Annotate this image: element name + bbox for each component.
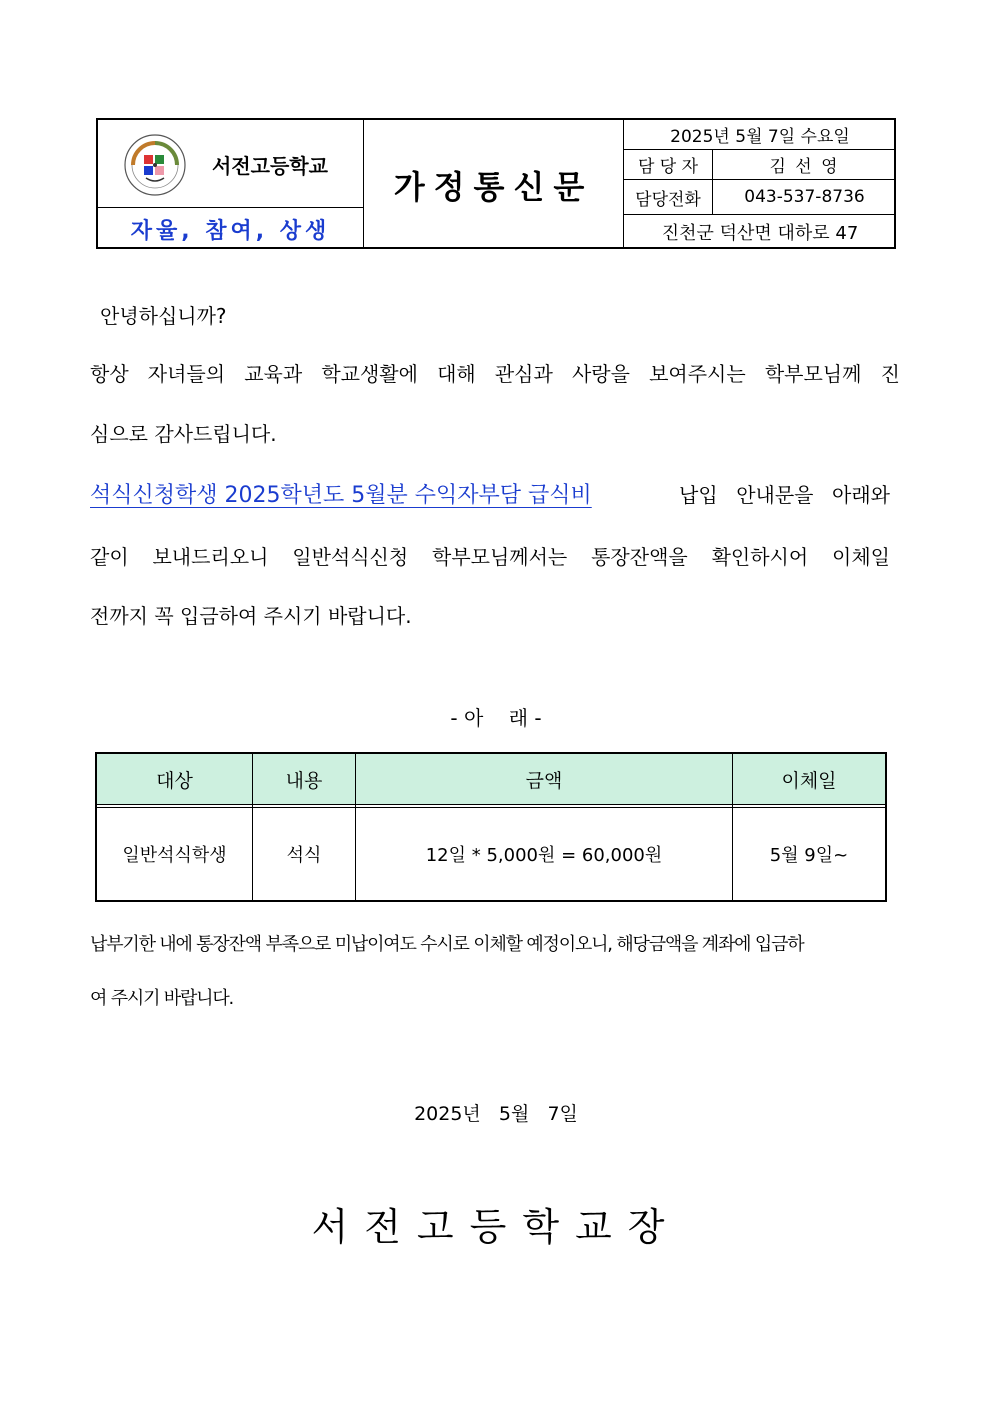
phone-number: 043-537-8736 [744,187,865,207]
footer-date: 2025년 5월 7일 [414,1103,578,1125]
word: 관심과 [494,362,553,386]
principal-signature: 서전고등학교장 [311,1205,681,1249]
table-header-cell: 금액 [525,769,563,792]
word: 학부모님께서는 [432,545,568,569]
issue-date: 2025년 5월 7일 수요일 [670,127,850,147]
school-emblem-icon [124,134,186,196]
word: 자녀들의 [147,362,226,386]
word: 항상 [90,362,129,386]
highlight-text: 석식신청학생 2025학년도 5월분 수익자부담 급식비 [90,483,592,508]
highlight-notice [90,478,592,509]
word: 대해 [437,362,476,386]
table-header-cell: 대상 [156,769,193,792]
paragraph-line [90,358,900,387]
note-line: 납부기한 내에 통장잔액 부족으로 미납이여도 수시로 이체할 예정이오니, 해당금액을 계좌에 입금하 [90,934,804,955]
word: 아래와 [832,483,890,507]
manager-name: 김 선 영 [769,157,840,177]
manager-label: 담 당 자 [637,157,699,177]
word: 이체일 [832,545,890,569]
paragraph-line [679,479,890,508]
word: 사랑을 [571,362,630,386]
word: 안내문을 [736,483,814,507]
school-address: 진천군 덕산면 대하로 47 [661,223,859,244]
table-header-cell: 이체일 [781,769,837,792]
table-header-cell: 내용 [285,769,323,792]
document-title: 가정통신문 [393,167,594,206]
phone-label: 담당전화 [635,189,701,210]
word: 같이 [90,545,129,569]
word: 학부모님께 [764,362,862,386]
school-motto: 자율, 참여, 상생 [130,218,331,244]
notice-heading: - 아 래 - [450,706,542,730]
paragraph-line: 심으로 감사드립니다. [90,422,277,446]
paragraph-line [90,541,890,570]
word: 일반석식신청 [292,545,409,569]
header-table [96,118,896,249]
word: 보내드리오니 [152,545,269,569]
divider [97,804,885,805]
divider [98,207,363,208]
table-cell: 12일 * 5,000원 = 60,000원 [425,845,663,866]
school-identity [98,120,363,208]
note-line: 여 주시기 바랍니다. [90,988,234,1009]
word: 통장잔액을 [591,545,688,569]
word: 진 [880,362,900,386]
word: 확인하시어 [711,545,809,569]
table-cell: 일반석식학생 [122,845,227,866]
table-cell: 5월 9일~ [769,845,849,866]
word: 보여주시는 [649,362,746,386]
paragraph-line: 전까지 꼭 입금하여 주시기 바랍니다. [90,604,412,628]
greeting: 안녕하십니까? [100,304,227,328]
table-cell: 석식 [286,845,322,866]
payment-table [95,752,887,902]
school-name: 서전고등학교 [212,154,328,178]
word: 학교생활에 [321,362,418,386]
word: 납입 [679,483,718,507]
word: 교육과 [244,362,303,386]
